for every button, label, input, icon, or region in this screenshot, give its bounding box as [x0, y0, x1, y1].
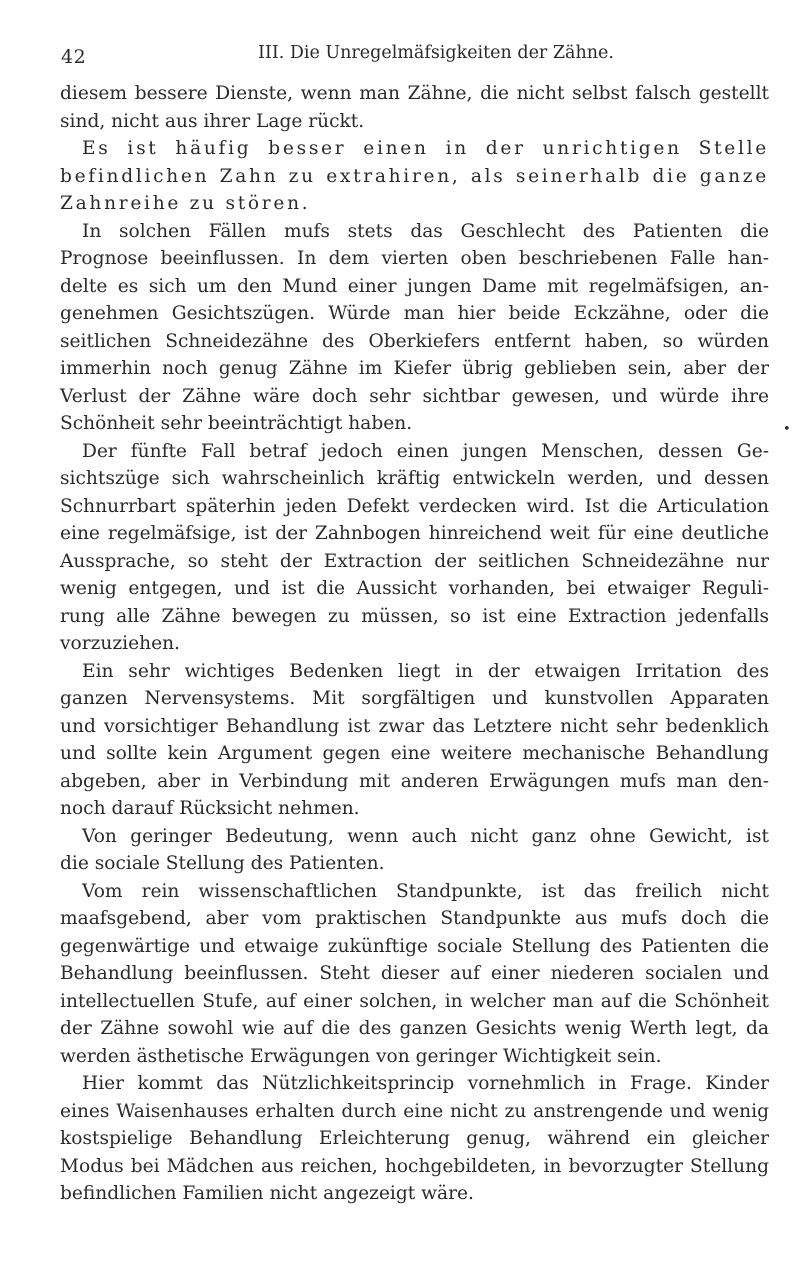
text-line: Aussprache, so steht der Extraction der seitlichen Schneidezähne nur [60, 550, 769, 572]
text-line: werden ästhetische Erwägungen von geringer Wichtigkeit sein. [60, 1045, 662, 1067]
text-line: und sollte kein Argument gegen eine weitere mechanische Behandlung [60, 743, 769, 764]
text-line: befindlichen Familien nicht angezeigt wäre. [60, 1183, 474, 1204]
text-line: und vorsichtiger Behandlung ist zwar das Letztere nicht sehr bedenklich [60, 715, 769, 737]
text-line: Vom rein wissenschaftlichen Standpunkte, ist das freilich nicht [82, 880, 769, 902]
text-line-spaced: befindlichen Zahn zu extrahiren, als seinerhalb die ganze [60, 165, 769, 187]
text-line: sind, nicht aus ihrer Lage rückt. [60, 110, 365, 132]
text-line: vorzuziehen. [60, 633, 180, 654]
text-line: sichtszüge sich wahrscheinlich kräftig entwickeln werden, und dessen [60, 468, 769, 489]
text-line: immerhin noch genug Zähne im Kiefer übrig geblieben sein, aber der [60, 358, 769, 379]
text-line-spaced: Zahnreihe zu stören. [60, 193, 311, 214]
text-line: eine regelmäfsige, ist der Zahnbogen hinreichend weit für eine deutliche [60, 523, 769, 544]
text-line: noch darauf Rücksicht nehmen. [60, 798, 360, 819]
margin-mark: • [783, 422, 791, 437]
text-line: der Zähne sowohl wie auf die des ganzen Gesichts wenig Werth legt, da [60, 1018, 769, 1039]
text-line: wenig entgegen, und ist die Aussicht vorhanden, bei etwaiger Reguli- [60, 578, 769, 599]
text-line: Ein sehr wichtiges Bedenken liegt in der etwaigen Irritation des [82, 660, 769, 682]
text-line: Der fünfte Fall betraf jedoch einen jungen Menschen, dessen Ge- [82, 440, 769, 462]
text-line: Prognose beeinflussen. In dem vierten oben beschriebenen Falle han- [60, 248, 769, 269]
text-line: genehmen Gesichtszügen. Würde man hier beide Eckzähne, oder die [60, 303, 769, 324]
text-line: Schönheit sehr beeinträchtigt haben. [60, 413, 413, 434]
text-line: ganzen Nervensystems. Mit sorgfältigen und kunstvollen Apparaten [60, 688, 769, 709]
running-head: III. Die Unregelmäfsigkeiten der Zähne. [258, 43, 614, 63]
text-line: gegenwärtige und etwaige zukünftige sociale Stellung des Patienten die [60, 935, 769, 957]
text-line: Schnurrbart späterhin jeden Defekt verdecken wird. Ist die Articulation [60, 495, 769, 517]
body-text [60, 80, 769, 1208]
text-line-spaced: Es ist häufig besser einen in der unrichtigen Stelle [82, 138, 769, 159]
text-line: delte es sich um den Mund einer jungen Dame mit regelmäfsigen, an- [60, 275, 769, 297]
text-line: abgeben, aber in Verbindung mit anderen Erwägungen mufs man den- [60, 770, 769, 792]
text-line: eines Waisenhauses erhalten durch eine nicht zu anstrengende und wenig [60, 1100, 769, 1122]
text-line: seitlichen Schneidezähne des Oberkiefers entfernt haben, so würden [60, 330, 769, 352]
text-line: maafsgebend, aber vom praktischen Standpunkte aus mufs doch die [60, 908, 769, 929]
text-line: kostspielige Behandlung Erleichterung genug, während ein gleicher [60, 1128, 769, 1149]
text-line: Von geringer Bedeutung, wenn auch nicht ganz ohne Gewicht, ist [82, 825, 769, 847]
text-line: intellectuellen Stufe, auf einer solchen, in welcher man auf die Schönheit [60, 990, 769, 1012]
text-line: diesem bessere Dienste, wenn man Zähne, die nicht selbst falsch gestellt [60, 83, 769, 104]
text-line: Modus bei Mädchen aus reichen, hochgebildeten, in bevorzugter Stellung [60, 1155, 769, 1177]
text-line: In solchen Fällen mufs stets das Geschlecht des Patienten die [82, 220, 769, 242]
text-line: Verlust der Zähne wäre doch sehr sichtbar gewesen, und würde ihre [60, 385, 769, 407]
page-number: 42 [61, 46, 87, 68]
text-line: die sociale Stellung des Patienten. [60, 853, 385, 874]
text-line: Hier kommt das Nützlichkeitsprincip vornehmlich in Frage. Kinder [82, 1073, 769, 1094]
text-line: rung alle Zähne bewegen zu müssen, so ist eine Extraction jedenfalls [60, 605, 769, 627]
text-line: Behandlung beeinflussen. Steht dieser auf einer niederen socialen und [60, 963, 769, 984]
